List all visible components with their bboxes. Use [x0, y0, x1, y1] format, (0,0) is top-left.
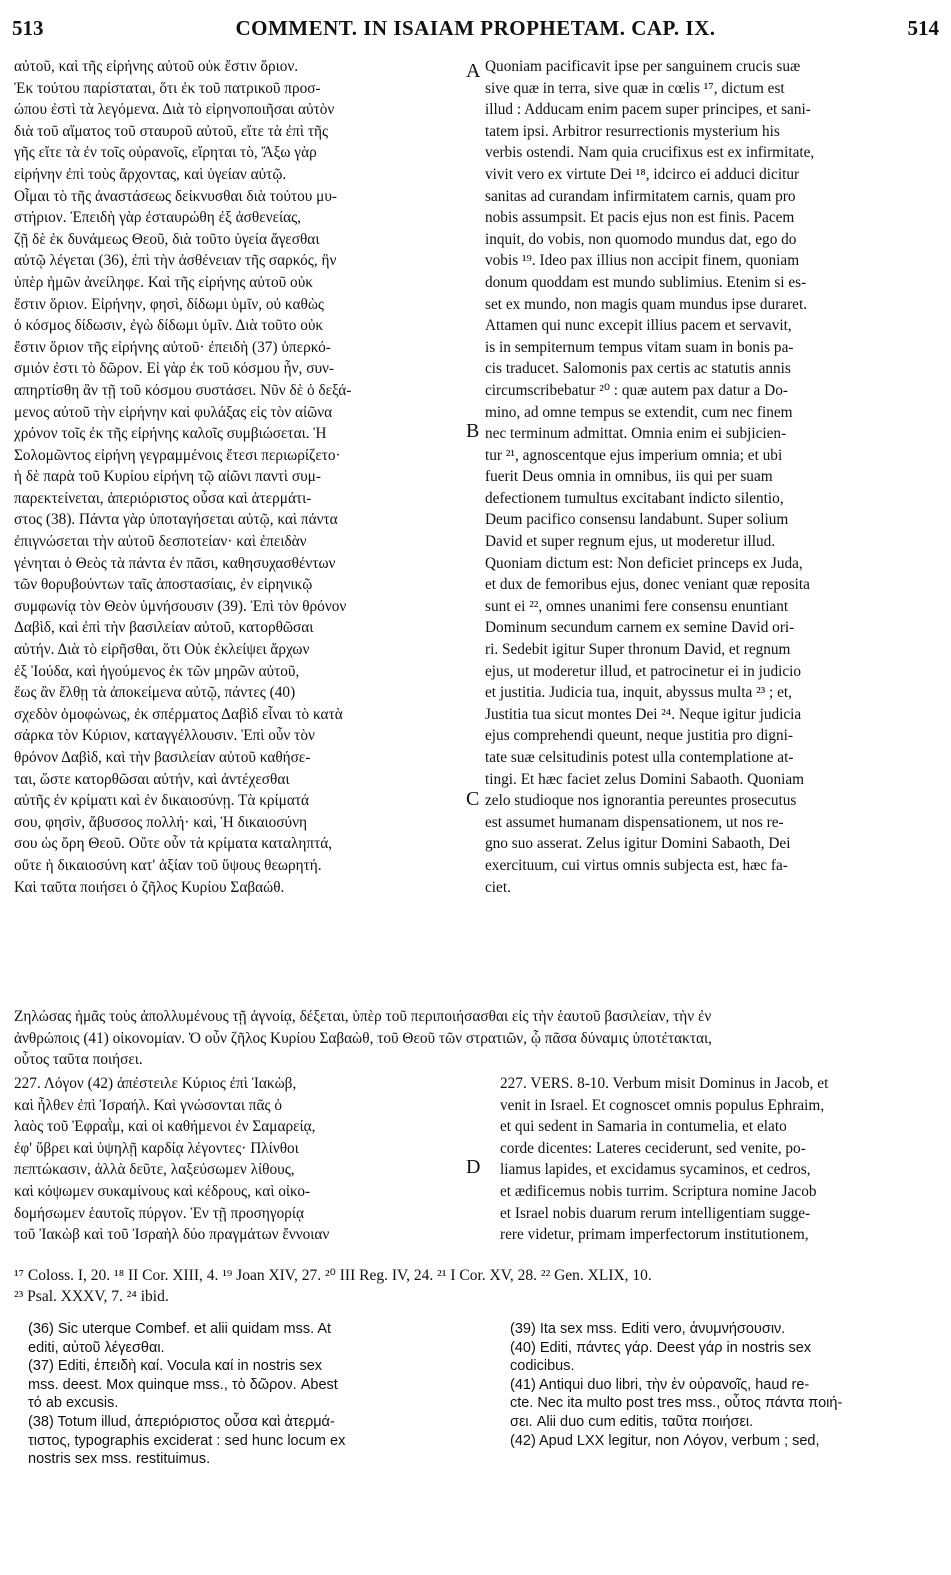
greek-text-line: σου ὡς ὄρη Θεοῦ. Οὔτε οὖν τὰ κρίματα καταληπτά, — [14, 835, 333, 853]
greek-text-line: αὐτοῦ, καὶ τῆς εἰρήνης αὐτοῦ οὐκ ἔστιν ὅριον. — [14, 58, 299, 75]
margin-letter-b: B — [466, 420, 480, 442]
latin-text-line: et ædificemus nobis turrim. Scriptura nomine Jacob — [500, 1182, 817, 1200]
latin-text-line: donum quoddam est mundo sublimius. Etenim si es- — [485, 273, 807, 291]
greek-text-line: χρόνον τοῖς ἐκ τῆς εἰρήνης καλοῖς συμβιώσεται. Ἡ — [14, 425, 327, 443]
margin-letter-d: D — [466, 1156, 481, 1178]
greek-text-line: Δαβὶδ, καὶ ἐπὶ τὴν βασιλείαν αὐτοῦ, κατορθῶσαι — [14, 619, 314, 637]
greek-text-line: Ἐκ τούτου παρίσταται, ὅτι ἐκ τοῦ πατρικοῦ προσ- — [14, 79, 321, 97]
greek-text-line: αὐτῷ λέγεται (36), ἐπὶ τὴν ἀσθένειαν τῆς σαρκός, ἣν — [14, 252, 337, 270]
latin-text-line: et justitia. Judicia tua, inquit, abyssus multa ²³ ; et, — [485, 684, 792, 702]
footnote-line: cte. Nec ita multo post tres mss., οὗτος πάντα ποιή- — [510, 1395, 843, 1412]
latin-text-line: is in sempiternum tempus vitam suam in bonis pa- — [485, 338, 794, 356]
greek-text-line: ται, ὥστε κατορθῶσαι αὐτήν, καὶ ἀντέχεσθαι — [14, 770, 290, 788]
greek-text-line: ἐξ Ἰούδα, καὶ ἡγούμενος ἐκ τῶν μηρῶν αὐτοῦ, — [14, 662, 300, 680]
footnote-line: (42) Apud LXX legitur, non Λόγον, verbum ; sed, — [510, 1432, 820, 1449]
latin-text-line: Attamen qui nunc excepit illius pacem et servavit, — [485, 317, 792, 335]
footnote-line: τιστος, typographis exciderat : sed hunc locum ex — [28, 1432, 346, 1449]
greek-text-line: σου, φησὶν, ἄβυσσος πολλή· καὶ, Ἡ δικαιοσύνη — [14, 813, 307, 831]
latin-text-line: David et super regnum ejus, ut moderetur illud. — [485, 533, 776, 551]
latin-text-line: rere videtur, primam imperfectorum institutionem, — [500, 1226, 809, 1244]
latin-text-line: fuerit Deus omnia in omnibus, iis qui per suam — [485, 468, 773, 486]
latin-text-line: tur ²¹, agnoscentque ejus imperium omnia; et ubi — [485, 446, 783, 464]
greek-text-line: ἔστιν ὅριον τῆς εἰρήνης αὐτοῦ· ἐπειδὴ (37) ὑπερκό- — [14, 338, 331, 356]
running-header — [12, 16, 939, 46]
footnote-line: (40) Editi, πάντες γάρ. Deest γάρ in nostris sex — [510, 1339, 812, 1356]
latin-text-line: ri. Sedebit igitur Super thronum David, et regnum — [485, 641, 791, 659]
latin-text-line: Justitia tua sicut montes Dei ²⁴. Neque igitur judicia — [485, 705, 802, 723]
left-page-number: 513 — [12, 16, 44, 40]
latin-text-line: Quoniam pacificavit ipse per sanguinem crucis suæ — [485, 58, 801, 75]
latin-text-line: corde dicentes: Lateres ceciderunt, sed venite, po- — [500, 1139, 806, 1157]
greek-text-line: παρεκτείνεται, ἀπεριόριστος οὖσα καὶ ἀτερμάτι- — [14, 489, 312, 507]
greek-text-line: μενος αὐτοῦ τὴν εἰρήνην καὶ φυλάξας εἰς τὸν αἰῶνα — [14, 403, 333, 421]
greek-fullwidth-paragraph — [14, 1006, 939, 1071]
greek-text-line: Καὶ ταῦτα ποιήσει ὁ ζῆλος Κυρίου Σαβαώθ. — [14, 878, 285, 896]
greek-text-line: Σολομῶντος εἰρήνη γεγραμμένοις ἔτεσι περιωρίζετο· — [14, 446, 341, 464]
footnotes-right — [510, 1320, 940, 1450]
greek-text-line: ὑπὲρ ἡμῶν ἀνείληφε. Καὶ τῆς εἰρήνης αὐτοῦ οὐκ — [14, 273, 313, 291]
footnote-line: nostris sex mss. restituimus. — [28, 1451, 211, 1468]
greek-text-line: γένηται ὁ Θεὸς τὰ πάντα ἐν πᾶσι, καθησυχασθέντων — [14, 554, 336, 572]
greek-text-line: οὗτος ταῦτα ποιήσει. — [14, 1051, 143, 1069]
greek-text-line: εἰρήνην ἐπὶ τοὺς ἄρχοντας, καὶ ὑγείαν αὐτῷ. — [14, 165, 287, 183]
latin-text-line: defectionem tumultus excitabant indicto silentio, — [485, 489, 784, 507]
latin-text-line: illud : Adducam enim pacem super principes, et sani- — [485, 101, 811, 119]
greek-text-line: ἔστιν ὅριον. Εἰρήνην, φησὶ, δίδωμι ὑμῖν, οὐ καθὼς — [14, 295, 324, 313]
greek-text-line: διὰ τοῦ αἵματος τοῦ σταυροῦ αὐτοῦ, εἴτε τὰ ἐπὶ τῆς — [14, 122, 329, 140]
margin-letter-c: C — [466, 788, 480, 810]
latin-section-227 — [500, 1073, 940, 1246]
greek-text-line: ἡ δὲ παρὰ τοῦ Κυρίου εἰρήνη τῷ αἰῶνι παντὶ συμ- — [14, 468, 321, 486]
greek-text-line: στήριον. Ἐπειδὴ γὰρ ἐσταυρώθη ἐξ ἀσθενείας, — [14, 209, 302, 227]
footnote-line: τό ab excusis. — [28, 1395, 119, 1412]
latin-text-line: exercituum, cui virtus omnis subjecta est, hæc fa- — [485, 856, 788, 874]
latin-text-line: tatem ipsi. Arbitror resurrectionis mysterium his — [485, 122, 780, 140]
footnote-line: editi, αὐτοῦ λέγεσθαι. — [28, 1339, 165, 1356]
latin-text-line: et Israel nobis duarum rerum intelligentiam sugge- — [500, 1204, 811, 1222]
latin-text-line: circumscribebatur ²⁰ : quæ autem pax datur a Do- — [485, 381, 788, 399]
latin-text-line: tate suæ celsitudinis potest ulla contemplatione at- — [485, 749, 794, 766]
greek-text-line: σχεδὸν ὁμοφώνως, ἐκ σπέρματος Δαβὶδ εἶναι τὸ κατὰ — [14, 705, 343, 723]
footnote-line: (37) Editi, ἐπειδὴ καί. Vocula καί in nostris sex — [28, 1358, 323, 1375]
greek-text-line: σμιόν ἐστι τὸ δῶρον. Εἰ γὰρ ἐκ τοῦ κόσμου ἦν, συν- — [14, 360, 335, 378]
greek-text-line: ἕως ἂν ἔλθῃ τὰ ἀποκείμενα αὐτῷ, πάντες (40) — [14, 684, 296, 702]
greek-text-line: γῆς εἴτε τὰ ἐν τοῖς οὐρανοῖς, εἴρηται τὸ, Ἄξω γὰρ — [14, 144, 317, 162]
latin-text-line: gno suo asserat. Zelus igitur Domini Sabaoth, Dei — [485, 835, 791, 853]
greek-text-line: τῶν θορυβούντων ταῖς ἀποστασίαις, ἐν εἰρηνικῷ — [14, 576, 313, 594]
greek-text-line: πεπτώκασιν, ἀλλὰ δεῦτε, λαξεύσωμεν λίθους, — [14, 1161, 295, 1179]
latin-text-line: 227. VERS. 8-10. Verbum misit Dominus in Jacob, et — [500, 1075, 829, 1092]
greek-text-line: αὐτήν. Διὰ τὸ εἰρῆσθαι, ὅτι Οὐκ ἐκλείψει ἄρχων — [14, 641, 310, 659]
latin-text-line: sive quæ in terra, sive quæ in cœlis ¹⁷, dictum est — [485, 79, 785, 97]
greek-column — [14, 56, 472, 898]
footnote-line: (36) Sic uterque Combef. et alii quidam mss. At — [28, 1321, 332, 1337]
latin-text-line: nobis assumpsit. Et pacis ejus non est finis. Pacem — [485, 209, 795, 227]
greek-text-line: ἐφ' ὕβρει καὶ ὑψηλῇ καρδίᾳ λέγοντες· Πλίνθοι — [14, 1139, 299, 1157]
footnote-line: (41) Antiqui duo libri, τὴν ἐν οὐρανοῖς, haud re- — [510, 1376, 810, 1393]
footnote-line: (39) Ita sex mss. Editi vero, ἀνυμνήσουσιν. — [510, 1321, 786, 1337]
latin-text-line: nec terminum admittat. Omnia enim ei subjicien- — [485, 425, 787, 443]
footnote-line: (38) Totum illud, ἀπεριόριστος οὖσα καὶ ἀτερμά- — [28, 1413, 335, 1430]
latin-text-line: venit in Israel. Et cognoscet omnis populus Ephraim, — [500, 1096, 825, 1114]
greek-text-line: ἐπιγνώσεται τὴν αὐτοῦ δεσποτείαν· καὶ ἐπειδὰν — [14, 533, 307, 551]
latin-text-line: Dominum secundum carnem ex semine David ori- — [485, 619, 795, 637]
latin-text-line: Quoniam dictum est: Non deficiet princeps ex Juda, — [485, 554, 803, 572]
latin-text-line: set ex mundo, non magis quam mundus ipse duraret. — [485, 295, 808, 313]
latin-text-line: liamus lapides, et excidamus sycaminos, et cedros, — [500, 1161, 811, 1179]
latin-text-line: vobis ¹⁹. Ideo pax illius non accipit finem, quoniam — [485, 252, 800, 270]
greek-text-line: αὐτῆς ἐν κρίματι καὶ ἐν δικαιοσύνῃ. Τὰ κρίματά — [14, 792, 310, 810]
latin-text-line: tingi. Et hæc faciet zelus Domini Sabaoth. Quoniam — [485, 770, 805, 788]
greek-text-line: ἀνθρώποις (41) οἰκονομίαν. Ὁ οὖν ζῆλος Κυρίου Σαβαὼθ, τοῦ Θεοῦ τῶν στρατιῶν, ᾧ πᾶσα δύναμις ὑποτέτακται, — [14, 1029, 712, 1047]
latin-text-line: mino, ad omne tempus se extendit, cum nec finem — [485, 403, 793, 421]
latin-text-line: cis traducet. Salomonis pax certis ac statutis annis — [485, 360, 791, 378]
latin-text-line: inquit, do vobis, non quomodo mundus dat, ego do — [485, 230, 797, 248]
latin-text-line: zelo studioque nos ignorantia pereuntes prosecutus — [485, 792, 797, 810]
greek-text-line: Οἶμαι τὸ τῆς ἀναστάσεως δείκνυσθαι διὰ τούτου μυ- — [14, 187, 338, 205]
scripture-references — [14, 1265, 939, 1307]
greek-text-line: 227. Λόγον (42) ἀπέστειλε Κύριος ἐπὶ Ἰακὼβ, — [14, 1075, 297, 1092]
latin-text-line: verbis ostendi. Nam quia crucifixus est ex infirmitate, — [485, 144, 815, 162]
greek-text-line: θρόνον Δαβὶδ, καὶ τὴν βασιλείαν αὐτοῦ καθήσε- — [14, 749, 311, 766]
latin-text-line: ejus comprehendi queunt, neque justitia pro digni- — [485, 727, 793, 745]
latin-text-line: est assumet humanam dispensationem, ut nos re- — [485, 813, 784, 831]
greek-text-line: καὶ κόψωμεν συκαμίνους καὶ κέδρους, καὶ οἰκο- — [14, 1182, 311, 1200]
greek-text-line: ώπου ἐστὶ τὰ λεγόμενα. Διὰ τὸ εἰρηνοποιῆσαι αὐτὸν — [14, 101, 335, 119]
latin-text-line: sanitas ad curandam infirmitatem carnis, quam pro — [485, 187, 796, 205]
greek-text-line: απηρτίσθη ἂν τῇ τοῦ κόσμου συστάσει. Νῦν δὲ ὁ δεξά- — [14, 381, 352, 399]
latin-text-line: Deum pacifico consensu landabunt. Super solium — [485, 511, 789, 529]
greek-text-line: δομήσωμεν ἑαυτοῖς πύργον. Ἐν τῇ προσηγορίᾳ — [14, 1204, 305, 1222]
footnote-line: mss. deest. Mox quinque mss., τὸ δῶρον. Abest — [28, 1376, 338, 1393]
greek-text-line: Ζηλώσας ἡμᾶς τοὺς ἀπολλυμένους τῇ ἀγνοίᾳ, δέξεται, ὑπὲρ τοῦ περιποιήσασθαι εἰς τὴν ἑαυτοῦ βασιλείαν, τὴν ἐν — [14, 1008, 712, 1025]
reference-line: ²³ Psal. XXXV, 7. ²⁴ ibid. — [14, 1288, 169, 1305]
greek-text-line: λαὸς τοῦ Ἐφραῒμ, καὶ οἱ καθήμενοι ἐν Σαμαρείᾳ, — [14, 1118, 316, 1136]
footnotes-left — [28, 1320, 468, 1469]
latin-text-line: ejus, ut moderetur illud, et patrocinetur ei in judicio — [485, 662, 802, 680]
latin-text-line: et dux de femoribus ejus, donec veniant quæ reposita — [485, 576, 810, 594]
latin-text-line: et qui sedent in Samaria in contumelia, et elato — [500, 1118, 787, 1136]
greek-text-line: σάρκα τὸν Κύριον, καταγγέλλουσιν. Ἐπὶ οὖν τὸν — [14, 727, 315, 745]
greek-text-line: καὶ ἦλθεν ἐπὶ Ἰσραήλ. Καὶ γνώσονται πᾶς ὁ — [14, 1096, 283, 1114]
latin-text-line: ciet. — [485, 878, 511, 896]
greek-section-227 — [14, 1073, 474, 1246]
greek-text-line: ζῇ δὲ ἐκ δυνάμεως Θεοῦ, διὰ τοῦτο ὑγεία ἄγεσθαι — [14, 230, 320, 248]
latin-text-line: vivit vero ex virtute Dei ¹⁸, idcirco ei adduci dicitur — [485, 165, 800, 183]
footnote-line: σει. Alii duo cum editis, ταῦτα ποιήσει. — [510, 1413, 754, 1430]
latin-column — [485, 56, 933, 898]
page-title: COMMENT. IN ISAIAM PROPHETAM. CAP. IX. — [235, 16, 716, 40]
greek-text-line: συμφωνίᾳ τὸν Θεὸν ὑμνήσουσιν (39). Ἐπὶ τὸν θρόνον — [14, 597, 347, 615]
right-page-number: 514 — [907, 16, 939, 40]
latin-text-line: sunt ei ²², omnes unanimi fere consensu enuntiant — [485, 597, 789, 615]
greek-text-line: στος (38). Πάντα γὰρ ὑποταγήσεται αὐτῷ, καὶ πάντα — [14, 511, 338, 529]
margin-letter-a: A — [466, 60, 481, 82]
reference-line: ¹⁷ Coloss. I, 20. ¹⁸ II Cor. XIII, 4. ¹⁹ Joan XIV, 27. ²⁰ III Reg. IV, 24. ²¹ I Cor. XV, 28. ²² Gen. XLIX, 10. — [14, 1267, 652, 1284]
greek-text-line: οὔτε ἡ δικαιοσύνη κατ' ἀξίαν τοῦ ὕψους θεωρητή. — [14, 856, 322, 874]
footnote-line: codicibus. — [510, 1358, 575, 1375]
greek-text-line: ὁ κόσμος δίδωσιν, ἐγὼ δίδωμι ὑμῖν. Διὰ τοῦτο οὐκ — [14, 317, 324, 335]
greek-text-line: τοῦ Ἰακὼβ καὶ τοῦ Ἰσραὴλ δύο πραγμάτων ἔννοιαν — [14, 1226, 330, 1244]
